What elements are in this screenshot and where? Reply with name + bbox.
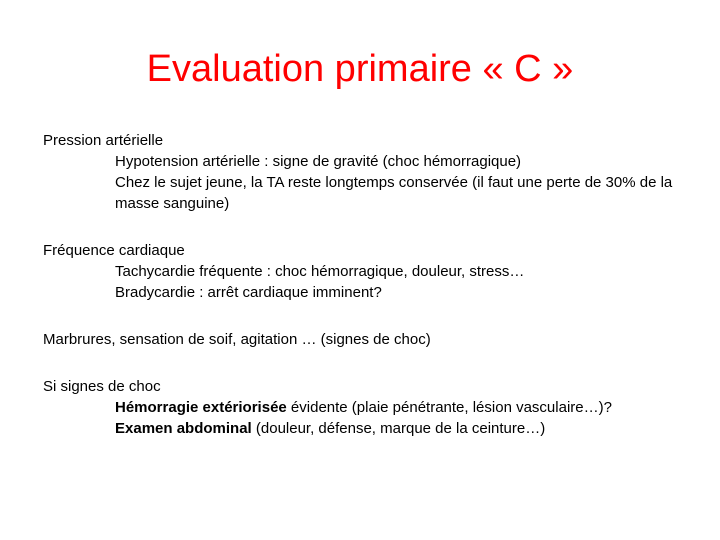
list-item: Tachycardie fréquente : choc hémorragique, douleur, stress… xyxy=(115,263,525,280)
section-heading: Fréquence cardiaque xyxy=(43,242,185,259)
list-item: Chez le sujet jeune, la TA reste longtemps conservée (il faut une perte de 30% de la masse sanguine) xyxy=(115,174,673,212)
section-pression-arterielle xyxy=(43,130,683,214)
list-item xyxy=(115,418,683,439)
section-marbrures xyxy=(43,329,683,350)
list-item: Bradycardie : arrêt cardiaque imminent? xyxy=(115,284,382,301)
item-text: (douleur, défense, marque de la ceinture…) xyxy=(251,420,546,437)
list-item: Hypotension artérielle : signe de gravité (choc hémorragique) xyxy=(115,153,522,170)
list-item xyxy=(115,397,683,418)
item-bold-term: Examen abdominal xyxy=(115,420,252,437)
slide-content xyxy=(43,130,683,439)
item-text: évidente (plaie pénétrante, lésion vasculaire…)? xyxy=(286,399,612,416)
section-heading: Si signes de choc xyxy=(43,378,161,395)
section-frequence-cardiaque xyxy=(43,240,683,303)
slide-title: Evaluation primaire « C » xyxy=(146,48,574,90)
section-heading: Marbrures, sensation de soif, agitation … (signes de choc) xyxy=(43,331,431,348)
item-bold-term: Hémorragie extériorisée xyxy=(115,399,287,416)
section-heading: Pression artérielle xyxy=(43,132,164,149)
section-signes-de-choc xyxy=(43,376,683,439)
